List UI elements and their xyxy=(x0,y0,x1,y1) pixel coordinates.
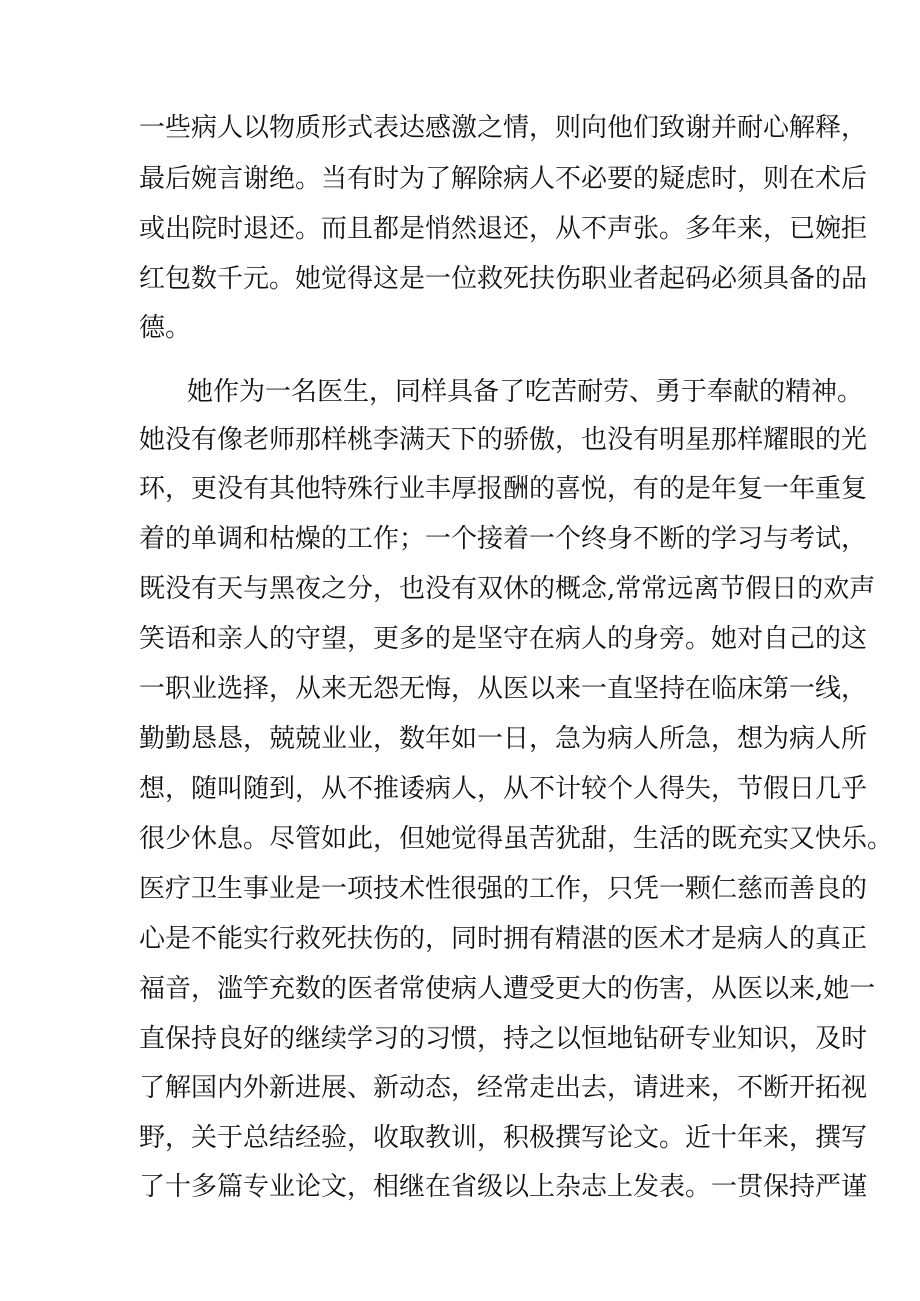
text-line: 或出院时退还。而且都是悄然退还，从不声张。多年来，已婉拒 xyxy=(139,214,868,244)
text-line: 一些病人以物质形式表达感激之情，则向他们致谢并耐心解释， xyxy=(139,113,868,143)
text-line: 着的单调和枯燥的工作；一个接着一个终身不断的学习与考试， xyxy=(139,524,868,554)
text-line: 很少休息。尽管如此，但她觉得虽苦犹甜，生活的既充实又快乐。 xyxy=(139,824,894,854)
text-line: 野，关于总结经验，收取教训，积极撰写论文。近十年来，撰写 xyxy=(139,1123,868,1153)
text-line: 直保持良好的继续学习的习惯，持之以恒地钻研专业知识，及时 xyxy=(139,1024,868,1054)
text-line: 了十多篇专业论文，相继在省级以上杂志上发表。一贯保持严谨 xyxy=(139,1172,868,1202)
text-line: 一职业选择，从来无怨无悔，从医以来一直坚持在临床第一线， xyxy=(139,674,868,704)
text-line: 她作为一名医生，同样具备了吃苦耐劳、勇于奉献的精神。 xyxy=(187,377,864,407)
text-line: 既没有天与黑夜之分，也没有双休的概念,常常远离节假日的欢声 xyxy=(139,574,876,604)
text-line: 想，随叫随到，从不推诿病人，从不计较个人得失，节假日几乎 xyxy=(139,774,868,804)
text-line: 环，更没有其他特殊行业丰厚报酬的喜悦，有的是年复一年重复 xyxy=(139,474,868,504)
text-line: 笑语和亲人的守望，更多的是坚守在病人的身旁。她对自己的这 xyxy=(139,624,868,654)
text-line: 德。 xyxy=(139,313,192,343)
text-line: 了解国内外新进展、新动态，经常走出去，请进来，不断开拓视 xyxy=(139,1073,868,1103)
text-line: 红包数千元。她觉得这是一位救死扶伤职业者起码必须具备的品 xyxy=(139,264,868,294)
text-line: 勤勤恳恳，兢兢业业，数年如一日，急为病人所急，想为病人所 xyxy=(139,724,868,754)
text-line: 她没有像老师那样桃李满天下的骄傲，也没有明星那样耀眼的光 xyxy=(139,425,868,455)
text-line: 福音，滥竽充数的医者常使病人遭受更大的伤害，从医以来,她一 xyxy=(139,974,876,1004)
text-line: 医疗卫生事业是一项技术性很强的工作，只凭一颗仁慈而善良的 xyxy=(139,874,868,904)
text-line: 最后婉言谢绝。当有时为了解除病人不必要的疑虑时，则在术后 xyxy=(139,164,868,194)
text-line: 心是不能实行救死扶伤的，同时拥有精湛的医术才是病人的真正 xyxy=(139,924,868,954)
